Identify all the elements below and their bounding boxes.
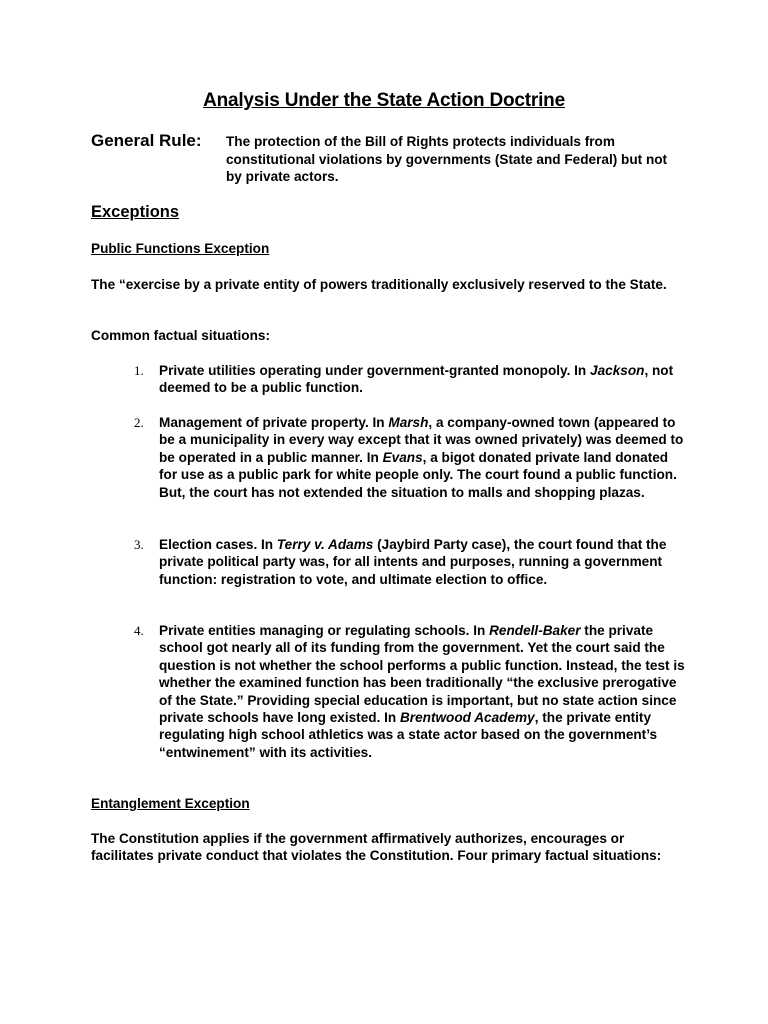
case-name: Terry v. Adams [276, 537, 374, 552]
list-item-text [159, 414, 687, 501]
text-run: , the private entity regulating high school athletics was a state actor based on the government’s “entwinement” with its activities. [159, 710, 658, 760]
public-functions-definition: The “exercise by a private entity of powers traditionally exclusively reserved to the State. [91, 277, 667, 292]
text-run: Management of private property. In [159, 415, 389, 430]
list-item-number: 1. [134, 363, 144, 378]
common-situations-label: Common factual situations: [91, 328, 270, 343]
document-title: Analysis Under the State Action Doctrine [203, 90, 565, 111]
text-run: , a bigot donated private land donated for use as a public park for white people only. The court found a public function. But, the court has not extended the situation to malls and shopping plazas. [159, 449, 677, 500]
text-run: Election cases. In [159, 537, 277, 552]
text-run: , not deemed to be a public function. [159, 363, 674, 396]
entanglement-heading: Entanglement Exception [91, 796, 250, 811]
text-run: (Jaybird Party case), the court found that the private political party was, for all intents and purposes, running a government function: registration to vote, and ultimate election to office. [159, 537, 667, 587]
general-rule-text: The protection of the Bill of Rights protects individuals from constitutional violations by governments (State and Federal) but not by private actors. [226, 134, 668, 185]
text-run: , a company-owned town (appeared to be a municipality in every way except that it was owned privately) was deemed to be operated in a public manner. In [159, 415, 684, 465]
public-functions-heading: Public Functions Exception [91, 241, 270, 256]
list-item-text [159, 362, 687, 397]
list-item-number: 4. [134, 623, 144, 638]
text-run: Private entities managing or regulating schools. In [159, 623, 490, 638]
list-item-text [159, 536, 687, 588]
case-name: Evans [382, 449, 423, 465]
case-name: Jackson [590, 363, 645, 378]
case-name: Rendell-Baker [489, 623, 581, 638]
case-name: Marsh [388, 415, 429, 430]
text-run: the private school got nearly all of its funding from the government. Yet the court said the question is not whether the school performs a public function. Instead, the test is whether the examined function has been traditionally “the exclusive prerogative of the State.” Providing special education is important, but no state action since private schools have long existed. In [159, 623, 685, 726]
list-item-number: 2. [134, 415, 144, 430]
list-item-number: 3. [134, 537, 144, 552]
exceptions-heading: Exceptions [91, 203, 180, 221]
case-name: Brentwood Academy [399, 710, 535, 726]
list-item-text [159, 622, 687, 761]
entanglement-text: The Constitution applies if the government affirmatively authorizes, encourages or facilitates private conduct that violates the Constitution. Four primary factual situations: [91, 831, 662, 864]
general-rule-label: General Rule: [91, 131, 202, 150]
text-run: Private utilities operating under government-granted monopoly. In [159, 363, 591, 378]
